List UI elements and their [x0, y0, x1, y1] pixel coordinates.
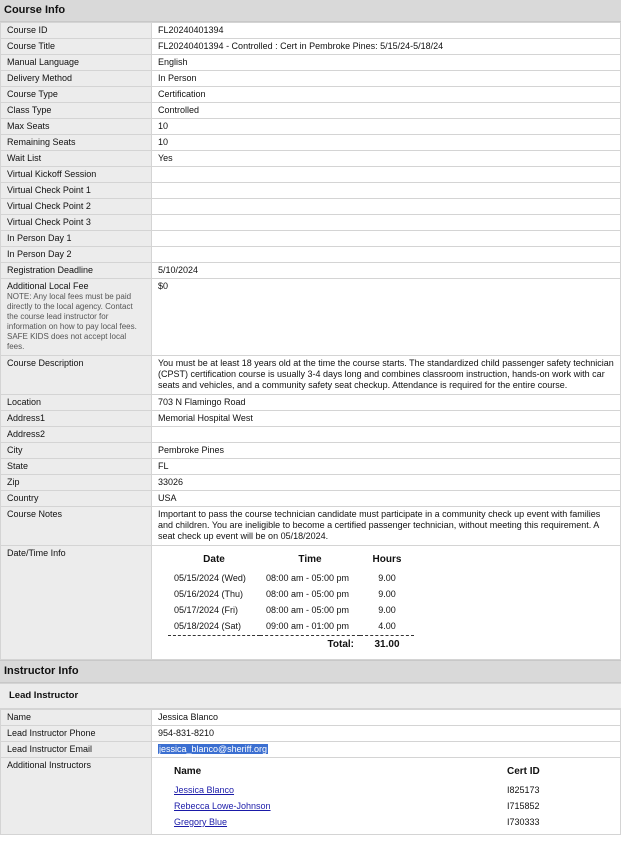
row-value: Yes: [152, 151, 621, 167]
course-info-header: Course Info: [0, 0, 621, 22]
row-label: Max Seats: [1, 119, 152, 135]
row-label: In Person Day 1: [1, 231, 152, 247]
row-label: Virtual Kickoff Session: [1, 167, 152, 183]
instructor-info-header: Instructor Info: [0, 660, 621, 683]
table-row: [168, 603, 414, 619]
table-row: [1, 279, 621, 356]
table-row: [1, 39, 621, 55]
table-row: [1, 546, 621, 660]
row-label: Location: [1, 395, 152, 411]
row-value: FL20240401394: [152, 23, 621, 39]
time-cell: 08:00 am - 05:00 pm: [266, 589, 350, 599]
lead-instructor-subheader: Lead Instructor: [0, 683, 621, 709]
row-value: Controlled: [152, 103, 621, 119]
col-header-hours: Hours: [372, 554, 402, 565]
table-row: [1, 231, 621, 247]
table-row: [1, 167, 621, 183]
table-row: [1, 71, 621, 87]
row-value: [152, 183, 621, 199]
table-row: [168, 783, 583, 799]
col-header-date: Date: [203, 554, 225, 565]
instructor-link[interactable]: Rebecca Lowe-Johnson: [174, 801, 271, 811]
table-row: [1, 87, 621, 103]
datetime-cell: [152, 546, 621, 660]
datetime-table: [168, 552, 414, 653]
table-row: [1, 443, 621, 459]
row-label: Wait List: [1, 151, 152, 167]
table-row: [1, 183, 621, 199]
row-value: 703 N Flamingo Road: [152, 395, 621, 411]
table-row: [1, 475, 621, 491]
course-notes: Important to pass the course technician candidate must participate in a community check up event with families and children. You are ineligible to become a certified passenger technician, without meeting this requirement. A seat check up event will be on 05/18/2024.: [152, 507, 621, 546]
instructor-cell: [168, 815, 501, 831]
cert-id: I825173: [507, 785, 540, 795]
row-value: Pembroke Pines: [152, 443, 621, 459]
row-label: Virtual Check Point 1: [1, 183, 152, 199]
table-row: [1, 427, 621, 443]
table-row: [1, 151, 621, 167]
table-row: [1, 23, 621, 39]
table-row: [1, 119, 621, 135]
row-value: 10: [152, 119, 621, 135]
instructor-link[interactable]: Jessica Blanco: [174, 785, 235, 795]
additional-fee-value: $0: [152, 279, 621, 356]
total-row: [168, 636, 414, 654]
row-label: Virtual Check Point 2: [1, 199, 152, 215]
row-label: Course Notes: [1, 507, 152, 546]
row-value: [152, 199, 621, 215]
table-row: [1, 507, 621, 546]
table-row: [168, 799, 583, 815]
hours-cell: 9.00: [378, 589, 396, 599]
row-value: Memorial Hospital West: [152, 411, 621, 427]
table-row: [168, 587, 414, 603]
instructor-email[interactable]: jessica_blanco@sheriff.org: [159, 744, 268, 754]
table-row: [1, 135, 621, 151]
course-info-table: [0, 22, 621, 660]
row-label: Manual Language: [1, 55, 152, 71]
email-cell: [152, 742, 621, 758]
row-value: [152, 247, 621, 263]
row-value: 33026: [152, 475, 621, 491]
table-row: [168, 571, 414, 587]
col-header-name: Name: [174, 766, 202, 777]
row-label: Class Type: [1, 103, 152, 119]
row-label: Registration Deadline: [1, 263, 152, 279]
date-cell: 05/18/2024 (Sat): [168, 619, 260, 636]
row-label: City: [1, 443, 152, 459]
row-value: 10: [152, 135, 621, 151]
row-label: Zip: [1, 475, 152, 491]
total-label: Total:: [327, 639, 354, 650]
row-label: Lead Instructor Email: [1, 742, 152, 758]
row-label: Date/Time Info: [1, 546, 152, 660]
table-row: [1, 215, 621, 231]
row-value: [152, 167, 621, 183]
row-label: Course ID: [1, 23, 152, 39]
instructor-cell: [168, 783, 501, 799]
hours-cell: 4.00: [360, 619, 414, 636]
additional-fee-label: Additional Local Fee: [7, 281, 89, 291]
empty-cell: [168, 636, 260, 654]
date-cell: 05/16/2024 (Thu): [174, 589, 244, 599]
row-value: In Person: [152, 71, 621, 87]
table-row: [168, 619, 414, 636]
total-value: 31.00: [374, 639, 400, 650]
row-label: Remaining Seats: [1, 135, 152, 151]
row-label: Delivery Method: [1, 71, 152, 87]
row-value: [152, 215, 621, 231]
additional-fee-label-cell: [1, 279, 152, 356]
table-row: [1, 726, 621, 742]
row-value: Certification: [152, 87, 621, 103]
table-row: [1, 247, 621, 263]
row-label: Virtual Check Point 3: [1, 215, 152, 231]
col-header-cert: Cert ID: [507, 766, 540, 777]
row-label: In Person Day 2: [1, 247, 152, 263]
instructor-link[interactable]: Gregory Blue: [174, 817, 228, 827]
table-row: [1, 356, 621, 395]
row-value: 5/10/2024: [152, 263, 621, 279]
cert-id: I730333: [507, 817, 540, 827]
col-header-time: Time: [298, 554, 322, 565]
table-row: [1, 395, 621, 411]
table-row: [1, 459, 621, 475]
row-label: Country: [1, 491, 152, 507]
row-label: Name: [1, 710, 152, 726]
row-label: Lead Instructor Phone: [1, 726, 152, 742]
row-label: Course Title: [1, 39, 152, 55]
instructor-info-table: [0, 709, 621, 835]
time-cell: 09:00 am - 01:00 pm: [260, 619, 360, 636]
row-value: English: [152, 55, 621, 71]
course-description: You must be at least 18 years old at the time the course starts. The standardized child passenger safety technician (CPST) certification course is usually 3-4 days long and combines classroom instruction, hands-on work with car seats and vehicles, and a community safety seat checkup. Attendance is required for the entire course.: [152, 356, 621, 395]
time-cell: 08:00 am - 05:00 pm: [266, 605, 350, 615]
date-cell: 05/17/2024 (Fri): [174, 605, 239, 615]
additional-instructors-cell: [152, 758, 621, 835]
row-label: Address1: [1, 411, 152, 427]
date-cell: 05/15/2024 (Wed): [174, 573, 246, 583]
row-label: Address2: [1, 427, 152, 443]
hours-cell: 9.00: [378, 573, 396, 583]
row-value: FL: [152, 459, 621, 475]
instructor-cell: [168, 799, 501, 815]
table-row: [168, 815, 583, 831]
row-value: FL20240401394 - Controlled : Cert in Pembroke Pines: 5/15/24-5/18/24: [152, 39, 621, 55]
hours-cell: 9.00: [378, 605, 396, 615]
row-label: Additional Instructors: [1, 758, 152, 835]
table-row: [1, 103, 621, 119]
additional-fee-note: NOTE: Any local fees must be paid directly to the local agency. Contact the course lead instructor for information on how to pay local fees. SAFE KIDS does not accept local fees.: [7, 292, 137, 351]
row-value: USA: [152, 491, 621, 507]
row-value: [152, 427, 621, 443]
table-row: [1, 742, 621, 758]
table-row: [1, 199, 621, 215]
row-value: [152, 231, 621, 247]
table-row: [1, 758, 621, 835]
row-label: Course Type: [1, 87, 152, 103]
time-cell: 08:00 am - 05:00 pm: [266, 573, 350, 583]
row-label: State: [1, 459, 152, 475]
instructor-phone: 954-831-8210: [152, 726, 621, 742]
table-row: [1, 710, 621, 726]
table-row: [1, 411, 621, 427]
table-row: [1, 263, 621, 279]
table-row: [1, 491, 621, 507]
cert-id: I715852: [507, 801, 540, 811]
instructor-name: Jessica Blanco: [152, 710, 621, 726]
additional-instructors-table: [168, 762, 583, 831]
row-label: Course Description: [1, 356, 152, 395]
table-row: [1, 55, 621, 71]
